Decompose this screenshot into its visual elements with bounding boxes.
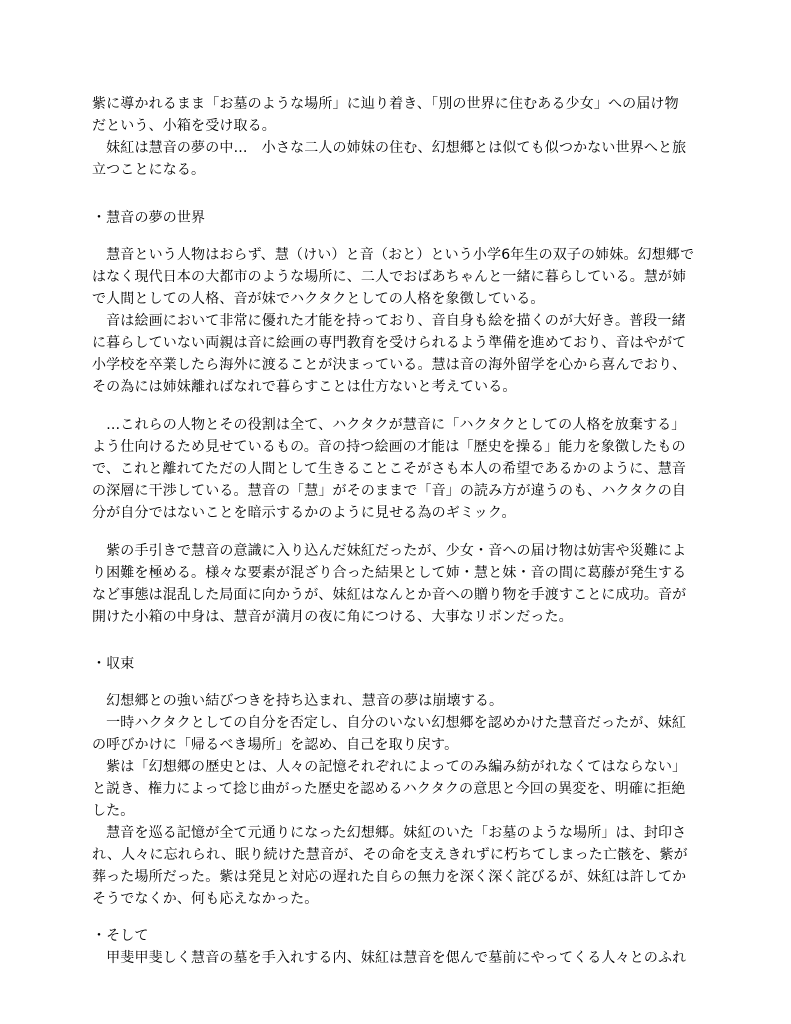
section-heading: ・そして	[92, 928, 149, 944]
paragraph-line: に暮らしていない両親は音に絵画の専門教育を受けられるよう準備を進めており、音はやがて	[92, 335, 687, 351]
paragraph-line: はなく現代日本の大都市のような場所に、二人でおばあちゃんと一緒に暮らしている。慧が姉	[92, 269, 687, 285]
paragraph-line: だという、小箱を受け取る。	[92, 118, 276, 134]
paragraph-line: 開けた小箱の中身は、慧音が満月の夜に角につける、大事なリボンだった。	[92, 609, 573, 625]
paragraph-line: した。	[92, 803, 135, 819]
paragraph-line: の深層に干渉している。慧音の「慧」がそのままで「音」の読み方が違うのも、ハクタクの自	[92, 483, 687, 499]
paragraph-line: で、これと離れてただの人間として生きることこそがさも本人の希望であるかのように、慧音	[92, 461, 687, 477]
paragraph-line: その為には姉妹離ればなれで暮らすことは仕方ないと考えている。	[92, 379, 517, 395]
paragraph-line: 音は絵画において非常に優れた才能を持っており、音自身も絵を描くのが大好き。普段一緒	[92, 313, 686, 329]
paragraph-line: と説き、権力によって捻じ曲がった歴史を認めるハクタクの意思と今回の異変を、明確に拒絶	[92, 781, 686, 797]
section-heading: ・収束	[92, 656, 135, 672]
section-heading: ・慧音の夢の世界	[92, 210, 206, 226]
paragraph-line: 立つことになる。	[92, 162, 206, 178]
paragraph-line: の呼びかけに「帰るべき場所」を認め、自己を取り戻す。	[92, 737, 459, 753]
paragraph-line: 葬った場所だった。紫は発見と対応の遅れた自らの無力を深く深く詫びるが、妹紅は許してか	[92, 869, 687, 885]
paragraph-line: 分が自分ではないことを暗示するかのように見せる為のギミック。	[92, 505, 516, 521]
paragraph-line: 紫の手引きで慧音の意識に入り込んだ妹紅だったが、少女・音への届け物は妨害や災難によ	[92, 543, 687, 559]
paragraph-line: り困難を極める。様々な要素が混ざり合った結果として姉・慧と妹・音の間に葛藤が発生する	[92, 565, 687, 581]
paragraph-line: よう仕向けるため見せているもの。音の持つ絵画の才能は「歴史を操る」能力を象徴したもの	[92, 439, 686, 455]
paragraph-line: 慧音という人物はおらず、慧（けい）と音（おと）という小学6年生の双子の姉妹。幻想郷で	[92, 247, 695, 263]
paragraph-line: …これらの人物とその役割は全て、ハクタクが慧音に「ハクタクとしての人格を放棄する」	[92, 417, 686, 433]
paragraph-line: 小学校を卒業したら海外に渡ることが決まっている。慧は音の海外留学を心から喜んでおり、	[92, 357, 687, 373]
paragraph-line: 紫は「幻想郷の歴史とは、人々の記憶それぞれによってのみ編み紡がれなくてはならない」	[92, 759, 687, 775]
paragraph-line: など事態は混乱した局面に向かうが、妹紅はなんとか音への贈り物を手渡すことに成功。音が	[92, 587, 687, 603]
paragraph-line: 甲斐甲斐しく慧音の墓を手入れする内、妹紅は慧音を偲んで墓前にやってくる人々とのふれ	[92, 950, 687, 966]
paragraph-line: で人間としての人格、音が妹でハクタクとしての人格を象徴している。	[92, 291, 545, 307]
paragraph-line: 妹紅は慧音の夢の中… 小さな二人の姉妹の住む、幻想郷とは似ても似つかない世界へと旅	[92, 140, 687, 156]
paragraph-line: れ、人々に忘れられ、眠り続けた慧音が、その命を支えきれずに朽ちてしまった亡骸を、紫が	[92, 847, 688, 863]
paragraph-line: 幻想郷との強い結びつきを持ち込まれ、慧音の夢は崩壊する。	[92, 693, 504, 709]
paragraph-line: そうでなくか、何も応えなかった。	[92, 891, 319, 907]
paragraph-line: 一時ハクタクとしての自分を否定し、自分のいない幻想郷を認めかけた慧音だったが、妹紅	[92, 715, 687, 731]
paragraph-line: 慧音を巡る記憶が全て元通りになった幻想郷。妹紅のいた「お墓のような場所」は、封印さ	[92, 825, 687, 841]
paragraph-line: 紫に導かれるまま「お墓のような場所」に辿り着き、「別の世界に住むある少女」への届け物	[92, 96, 679, 112]
